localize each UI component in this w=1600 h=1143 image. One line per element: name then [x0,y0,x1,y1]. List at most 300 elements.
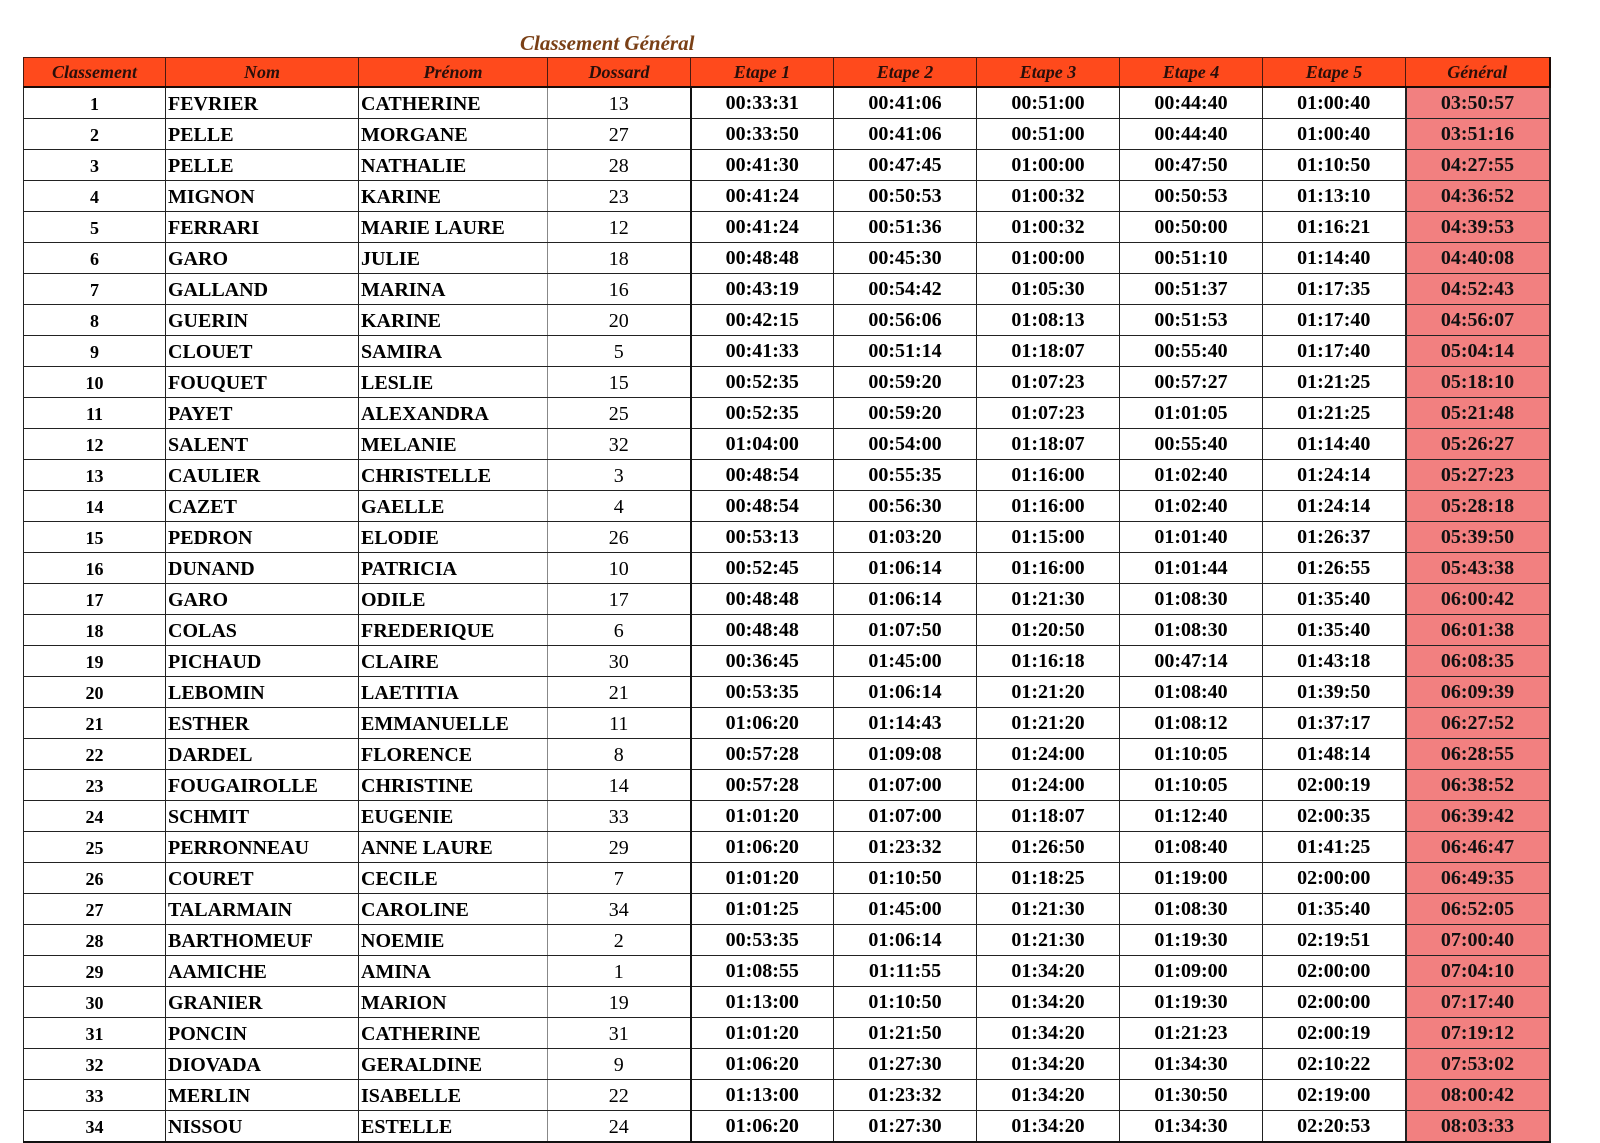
cell-etape-5: 01:41:25 [1263,832,1406,863]
cell-classement: 3 [24,150,166,181]
cell-classement: 33 [24,1080,166,1111]
column-header-etape-2[interactable]: Etape 2 [834,58,977,88]
table-row [24,956,1550,987]
cell-etape-3: 01:34:20 [977,956,1120,987]
cell-etape-4: 00:51:10 [1120,243,1263,274]
cell-etape-2: 01:09:08 [834,739,977,770]
table-row [24,739,1550,770]
cell-etape-3: 01:18:25 [977,863,1120,894]
cell-dossard: 21 [548,677,691,708]
cell-dossard: 24 [548,1111,691,1143]
table-row [24,150,1550,181]
cell-general: 07:00:40 [1406,925,1550,956]
cell-etape-4: 01:30:50 [1120,1080,1263,1111]
cell-prenom: EUGENIE [359,801,548,832]
cell-etape-4: 01:02:40 [1120,491,1263,522]
cell-general: 06:46:47 [1406,832,1550,863]
cell-general: 04:36:52 [1406,181,1550,212]
cell-etape-4: 01:08:40 [1120,832,1263,863]
cell-classement: 8 [24,305,166,336]
cell-etape-4: 00:55:40 [1120,429,1263,460]
cell-etape-5: 01:35:40 [1263,894,1406,925]
cell-etape-1: 00:48:54 [691,491,834,522]
cell-etape-1: 00:53:13 [691,522,834,553]
cell-etape-3: 01:34:20 [977,1049,1120,1080]
cell-etape-2: 01:27:30 [834,1111,977,1143]
cell-prenom: CHRISTINE [359,770,548,801]
table-row [24,305,1550,336]
cell-prenom: LESLIE [359,367,548,398]
cell-classement: 24 [24,801,166,832]
cell-dossard: 23 [548,181,691,212]
cell-dossard: 31 [548,1018,691,1049]
cell-dossard: 11 [548,708,691,739]
cell-dossard: 32 [548,429,691,460]
table-row [24,398,1550,429]
cell-etape-2: 01:11:55 [834,956,977,987]
cell-prenom: ELODIE [359,522,548,553]
cell-etape-1: 01:01:20 [691,801,834,832]
column-header-dossard[interactable]: Dossard [548,58,691,88]
cell-general: 05:28:18 [1406,491,1550,522]
cell-etape-2: 01:10:50 [834,987,977,1018]
cell-general: 05:27:23 [1406,460,1550,491]
table-row [24,925,1550,956]
cell-etape-5: 02:10:22 [1263,1049,1406,1080]
cell-classement: 18 [24,615,166,646]
cell-etape-2: 01:06:14 [834,584,977,615]
table-row [24,243,1550,274]
cell-etape-4: 00:50:00 [1120,212,1263,243]
cell-classement: 13 [24,460,166,491]
column-header-etape-1[interactable]: Etape 1 [691,58,834,88]
cell-dossard: 6 [548,615,691,646]
table-row [24,460,1550,491]
cell-etape-1: 01:06:20 [691,832,834,863]
cell-etape-1: 00:41:30 [691,150,834,181]
cell-etape-4: 01:10:05 [1120,739,1263,770]
cell-general: 05:39:50 [1406,522,1550,553]
cell-etape-5: 01:35:40 [1263,584,1406,615]
cell-etape-3: 01:00:00 [977,243,1120,274]
cell-etape-4: 00:51:37 [1120,274,1263,305]
cell-etape-2: 01:06:14 [834,553,977,584]
cell-prenom: CATHERINE [359,1018,548,1049]
cell-general: 04:27:55 [1406,150,1550,181]
cell-etape-3: 01:00:00 [977,150,1120,181]
cell-dossard: 29 [548,832,691,863]
cell-dossard: 15 [548,367,691,398]
cell-etape-4: 01:01:44 [1120,553,1263,584]
cell-general: 06:38:52 [1406,770,1550,801]
cell-etape-2: 01:07:50 [834,615,977,646]
cell-etape-2: 00:56:30 [834,491,977,522]
cell-nom: DIOVADA [166,1049,359,1080]
cell-etape-1: 01:06:20 [691,1111,834,1143]
cell-etape-1: 00:41:33 [691,336,834,367]
cell-dossard: 25 [548,398,691,429]
cell-etape-4: 00:55:40 [1120,336,1263,367]
cell-nom: PAYET [166,398,359,429]
cell-etape-1: 00:52:35 [691,398,834,429]
cell-classement: 20 [24,677,166,708]
cell-nom: TALARMAIN [166,894,359,925]
cell-nom: NISSOU [166,1111,359,1143]
table-row [24,87,1550,119]
column-header-etape-3[interactable]: Etape 3 [977,58,1120,88]
cell-nom: SCHMIT [166,801,359,832]
cell-etape-1: 00:48:48 [691,615,834,646]
cell-nom: CLOUET [166,336,359,367]
cell-nom: GARO [166,584,359,615]
cell-prenom: NOEMIE [359,925,548,956]
cell-etape-4: 01:08:30 [1120,584,1263,615]
cell-etape-3: 01:24:00 [977,770,1120,801]
cell-general: 04:56:07 [1406,305,1550,336]
cell-dossard: 9 [548,1049,691,1080]
cell-etape-1: 01:06:20 [691,1049,834,1080]
cell-etape-4: 01:01:40 [1120,522,1263,553]
cell-etape-3: 01:24:00 [977,739,1120,770]
cell-etape-4: 01:34:30 [1120,1049,1263,1080]
cell-prenom: PATRICIA [359,553,548,584]
cell-etape-5: 01:26:55 [1263,553,1406,584]
cell-general: 06:01:38 [1406,615,1550,646]
cell-etape-2: 01:21:50 [834,1018,977,1049]
cell-etape-5: 01:48:14 [1263,739,1406,770]
cell-etape-4: 00:47:50 [1120,150,1263,181]
cell-general: 07:19:12 [1406,1018,1550,1049]
cell-etape-1: 00:41:24 [691,181,834,212]
cell-etape-2: 01:23:32 [834,832,977,863]
cell-prenom: ODILE [359,584,548,615]
table-row [24,646,1550,677]
column-header-prenom[interactable]: Prénom [359,58,548,88]
cell-etape-4: 00:44:40 [1120,119,1263,150]
cell-classement: 12 [24,429,166,460]
cell-etape-2: 01:23:32 [834,1080,977,1111]
cell-etape-2: 01:10:50 [834,863,977,894]
cell-etape-3: 01:34:20 [977,987,1120,1018]
cell-etape-1: 01:01:25 [691,894,834,925]
cell-nom: FEVRIER [166,87,359,119]
cell-prenom: LAETITIA [359,677,548,708]
table-row [24,987,1550,1018]
cell-prenom: JULIE [359,243,548,274]
cell-prenom: FREDERIQUE [359,615,548,646]
cell-etape-3: 00:51:00 [977,87,1120,119]
cell-general: 04:52:43 [1406,274,1550,305]
cell-etape-4: 01:08:40 [1120,677,1263,708]
cell-etape-1: 01:06:20 [691,708,834,739]
cell-dossard: 5 [548,336,691,367]
cell-etape-5: 02:19:00 [1263,1080,1406,1111]
cell-etape-4: 00:57:27 [1120,367,1263,398]
cell-etape-5: 01:43:18 [1263,646,1406,677]
cell-etape-4: 01:10:05 [1120,770,1263,801]
cell-etape-2: 01:03:20 [834,522,977,553]
cell-etape-1: 00:48:48 [691,584,834,615]
cell-general: 07:17:40 [1406,987,1550,1018]
cell-etape-2: 01:45:00 [834,894,977,925]
cell-etape-2: 00:50:53 [834,181,977,212]
table-header-row [24,58,1550,88]
table-row [24,491,1550,522]
cell-general: 06:00:42 [1406,584,1550,615]
cell-dossard: 27 [548,119,691,150]
table-row [24,1111,1550,1143]
cell-general: 07:53:02 [1406,1049,1550,1080]
cell-general: 06:39:42 [1406,801,1550,832]
cell-etape-5: 01:17:40 [1263,305,1406,336]
cell-general: 08:00:42 [1406,1080,1550,1111]
cell-etape-2: 00:51:14 [834,336,977,367]
cell-etape-5: 01:17:35 [1263,274,1406,305]
cell-etape-4: 01:19:30 [1120,987,1263,1018]
cell-etape-5: 02:00:19 [1263,1018,1406,1049]
cell-etape-3: 01:16:00 [977,491,1120,522]
cell-etape-2: 00:54:00 [834,429,977,460]
cell-general: 06:49:35 [1406,863,1550,894]
column-header-etape-5[interactable]: Etape 5 [1263,58,1406,88]
cell-dossard: 10 [548,553,691,584]
cell-etape-5: 01:16:21 [1263,212,1406,243]
cell-etape-5: 01:00:40 [1263,119,1406,150]
cell-etape-1: 00:52:45 [691,553,834,584]
cell-classement: 30 [24,987,166,1018]
cell-etape-1: 01:08:55 [691,956,834,987]
cell-general: 07:04:10 [1406,956,1550,987]
cell-etape-4: 01:12:40 [1120,801,1263,832]
cell-etape-2: 00:41:06 [834,119,977,150]
table-row [24,522,1550,553]
table-row [24,708,1550,739]
cell-classement: 19 [24,646,166,677]
cell-etape-1: 00:33:31 [691,87,834,119]
cell-dossard: 13 [548,87,691,119]
cell-dossard: 16 [548,274,691,305]
cell-etape-2: 01:27:30 [834,1049,977,1080]
cell-nom: LEBOMIN [166,677,359,708]
cell-etape-2: 01:07:00 [834,770,977,801]
cell-etape-3: 00:51:00 [977,119,1120,150]
cell-classement: 11 [24,398,166,429]
column-header-general[interactable]: Général [1406,58,1550,88]
cell-etape-3: 01:26:50 [977,832,1120,863]
cell-nom: GRANIER [166,987,359,1018]
cell-etape-3: 01:00:32 [977,212,1120,243]
cell-prenom: KARINE [359,181,548,212]
cell-prenom: MELANIE [359,429,548,460]
cell-dossard: 18 [548,243,691,274]
cell-etape-1: 00:53:35 [691,677,834,708]
cell-general: 05:26:27 [1406,429,1550,460]
cell-prenom: MORGANE [359,119,548,150]
cell-etape-1: 00:33:50 [691,119,834,150]
cell-etape-2: 00:41:06 [834,87,977,119]
cell-etape-4: 01:21:23 [1120,1018,1263,1049]
cell-nom: CAZET [166,491,359,522]
cell-dossard: 4 [548,491,691,522]
cell-etape-3: 01:21:20 [977,708,1120,739]
cell-etape-5: 01:17:40 [1263,336,1406,367]
cell-nom: COLAS [166,615,359,646]
results-body [24,87,1550,1142]
cell-nom: DARDEL [166,739,359,770]
table-row [24,615,1550,646]
cell-general: 04:39:53 [1406,212,1550,243]
cell-etape-4: 00:51:53 [1120,305,1263,336]
cell-etape-3: 01:05:30 [977,274,1120,305]
cell-prenom: CHRISTELLE [359,460,548,491]
cell-nom: PELLE [166,150,359,181]
cell-classement: 1 [24,87,166,119]
cell-etape-1: 01:13:00 [691,1080,834,1111]
cell-etape-5: 02:00:00 [1263,987,1406,1018]
cell-etape-5: 01:21:25 [1263,398,1406,429]
cell-classement: 28 [24,925,166,956]
column-header-classement[interactable]: Classement [24,58,166,88]
cell-classement: 7 [24,274,166,305]
cell-etape-2: 00:56:06 [834,305,977,336]
cell-nom: FOUQUET [166,367,359,398]
cell-etape-1: 00:42:15 [691,305,834,336]
cell-nom: FOUGAIROLLE [166,770,359,801]
cell-dossard: 33 [548,801,691,832]
cell-nom: MERLIN [166,1080,359,1111]
cell-general: 06:09:39 [1406,677,1550,708]
table-row [24,894,1550,925]
cell-classement: 4 [24,181,166,212]
cell-etape-5: 01:14:40 [1263,243,1406,274]
cell-etape-1: 00:41:24 [691,212,834,243]
cell-etape-3: 01:07:23 [977,367,1120,398]
cell-etape-1: 00:48:54 [691,460,834,491]
table-row [24,863,1550,894]
cell-etape-5: 01:39:50 [1263,677,1406,708]
cell-prenom: ALEXANDRA [359,398,548,429]
cell-etape-3: 01:18:07 [977,336,1120,367]
cell-etape-4: 01:08:30 [1120,615,1263,646]
cell-etape-2: 00:54:42 [834,274,977,305]
cell-nom: GALLAND [166,274,359,305]
cell-etape-1: 01:13:00 [691,987,834,1018]
cell-etape-4: 00:44:40 [1120,87,1263,119]
table-row [24,274,1550,305]
cell-dossard: 1 [548,956,691,987]
cell-prenom: EMMANUELLE [359,708,548,739]
cell-etape-1: 00:53:35 [691,925,834,956]
cell-etape-5: 01:00:40 [1263,87,1406,119]
cell-dossard: 26 [548,522,691,553]
cell-nom: FERRARI [166,212,359,243]
table-row [24,181,1550,212]
cell-classement: 14 [24,491,166,522]
cell-etape-2: 01:06:14 [834,677,977,708]
cell-prenom: FLORENCE [359,739,548,770]
cell-classement: 32 [24,1049,166,1080]
table-row [24,553,1550,584]
cell-classement: 31 [24,1018,166,1049]
cell-etape-1: 00:57:28 [691,770,834,801]
cell-etape-1: 00:57:28 [691,739,834,770]
cell-etape-5: 02:00:35 [1263,801,1406,832]
cell-dossard: 19 [548,987,691,1018]
cell-general: 04:40:08 [1406,243,1550,274]
cell-etape-2: 00:47:45 [834,150,977,181]
results-table [23,57,1551,1143]
cell-nom: PELLE [166,119,359,150]
cell-dossard: 20 [548,305,691,336]
cell-general: 06:08:35 [1406,646,1550,677]
table-row [24,1080,1550,1111]
cell-etape-3: 01:18:07 [977,429,1120,460]
cell-etape-5: 01:13:10 [1263,181,1406,212]
cell-etape-2: 01:07:00 [834,801,977,832]
cell-classement: 17 [24,584,166,615]
cell-classement: 22 [24,739,166,770]
cell-general: 06:28:55 [1406,739,1550,770]
page-title: Classement Général [520,31,695,55]
cell-dossard: 14 [548,770,691,801]
cell-nom: GARO [166,243,359,274]
cell-prenom: MARINA [359,274,548,305]
cell-general: 08:03:33 [1406,1111,1550,1143]
cell-dossard: 17 [548,584,691,615]
cell-etape-3: 01:07:23 [977,398,1120,429]
cell-general: 06:27:52 [1406,708,1550,739]
cell-etape-4: 01:19:00 [1120,863,1263,894]
cell-etape-4: 01:08:12 [1120,708,1263,739]
cell-nom: MIGNON [166,181,359,212]
cell-dossard: 3 [548,460,691,491]
cell-nom: ESTHER [166,708,359,739]
cell-etape-5: 01:10:50 [1263,150,1406,181]
cell-general: 05:04:14 [1406,336,1550,367]
cell-nom: PERRONNEAU [166,832,359,863]
cell-dossard: 12 [548,212,691,243]
cell-classement: 27 [24,894,166,925]
cell-etape-4: 00:50:53 [1120,181,1263,212]
cell-dossard: 30 [548,646,691,677]
cell-etape-5: 01:26:37 [1263,522,1406,553]
column-header-etape-4[interactable]: Etape 4 [1120,58,1263,88]
cell-prenom: AMINA [359,956,548,987]
table-row [24,212,1550,243]
table-row [24,677,1550,708]
cell-classement: 23 [24,770,166,801]
cell-etape-5: 02:00:00 [1263,863,1406,894]
cell-etape-4: 01:09:00 [1120,956,1263,987]
cell-general: 05:18:10 [1406,367,1550,398]
cell-general: 06:52:05 [1406,894,1550,925]
cell-etape-4: 01:02:40 [1120,460,1263,491]
cell-prenom: MARIE LAURE [359,212,548,243]
cell-nom: CAULIER [166,460,359,491]
cell-prenom: GERALDINE [359,1049,548,1080]
cell-classement: 25 [24,832,166,863]
cell-etape-3: 01:16:00 [977,460,1120,491]
column-header-nom[interactable]: Nom [166,58,359,88]
cell-classement: 34 [24,1111,166,1143]
cell-etape-3: 01:34:20 [977,1111,1120,1143]
cell-classement: 29 [24,956,166,987]
cell-classement: 6 [24,243,166,274]
cell-etape-1: 01:01:20 [691,1018,834,1049]
cell-prenom: CAROLINE [359,894,548,925]
cell-nom: SALENT [166,429,359,460]
cell-classement: 15 [24,522,166,553]
